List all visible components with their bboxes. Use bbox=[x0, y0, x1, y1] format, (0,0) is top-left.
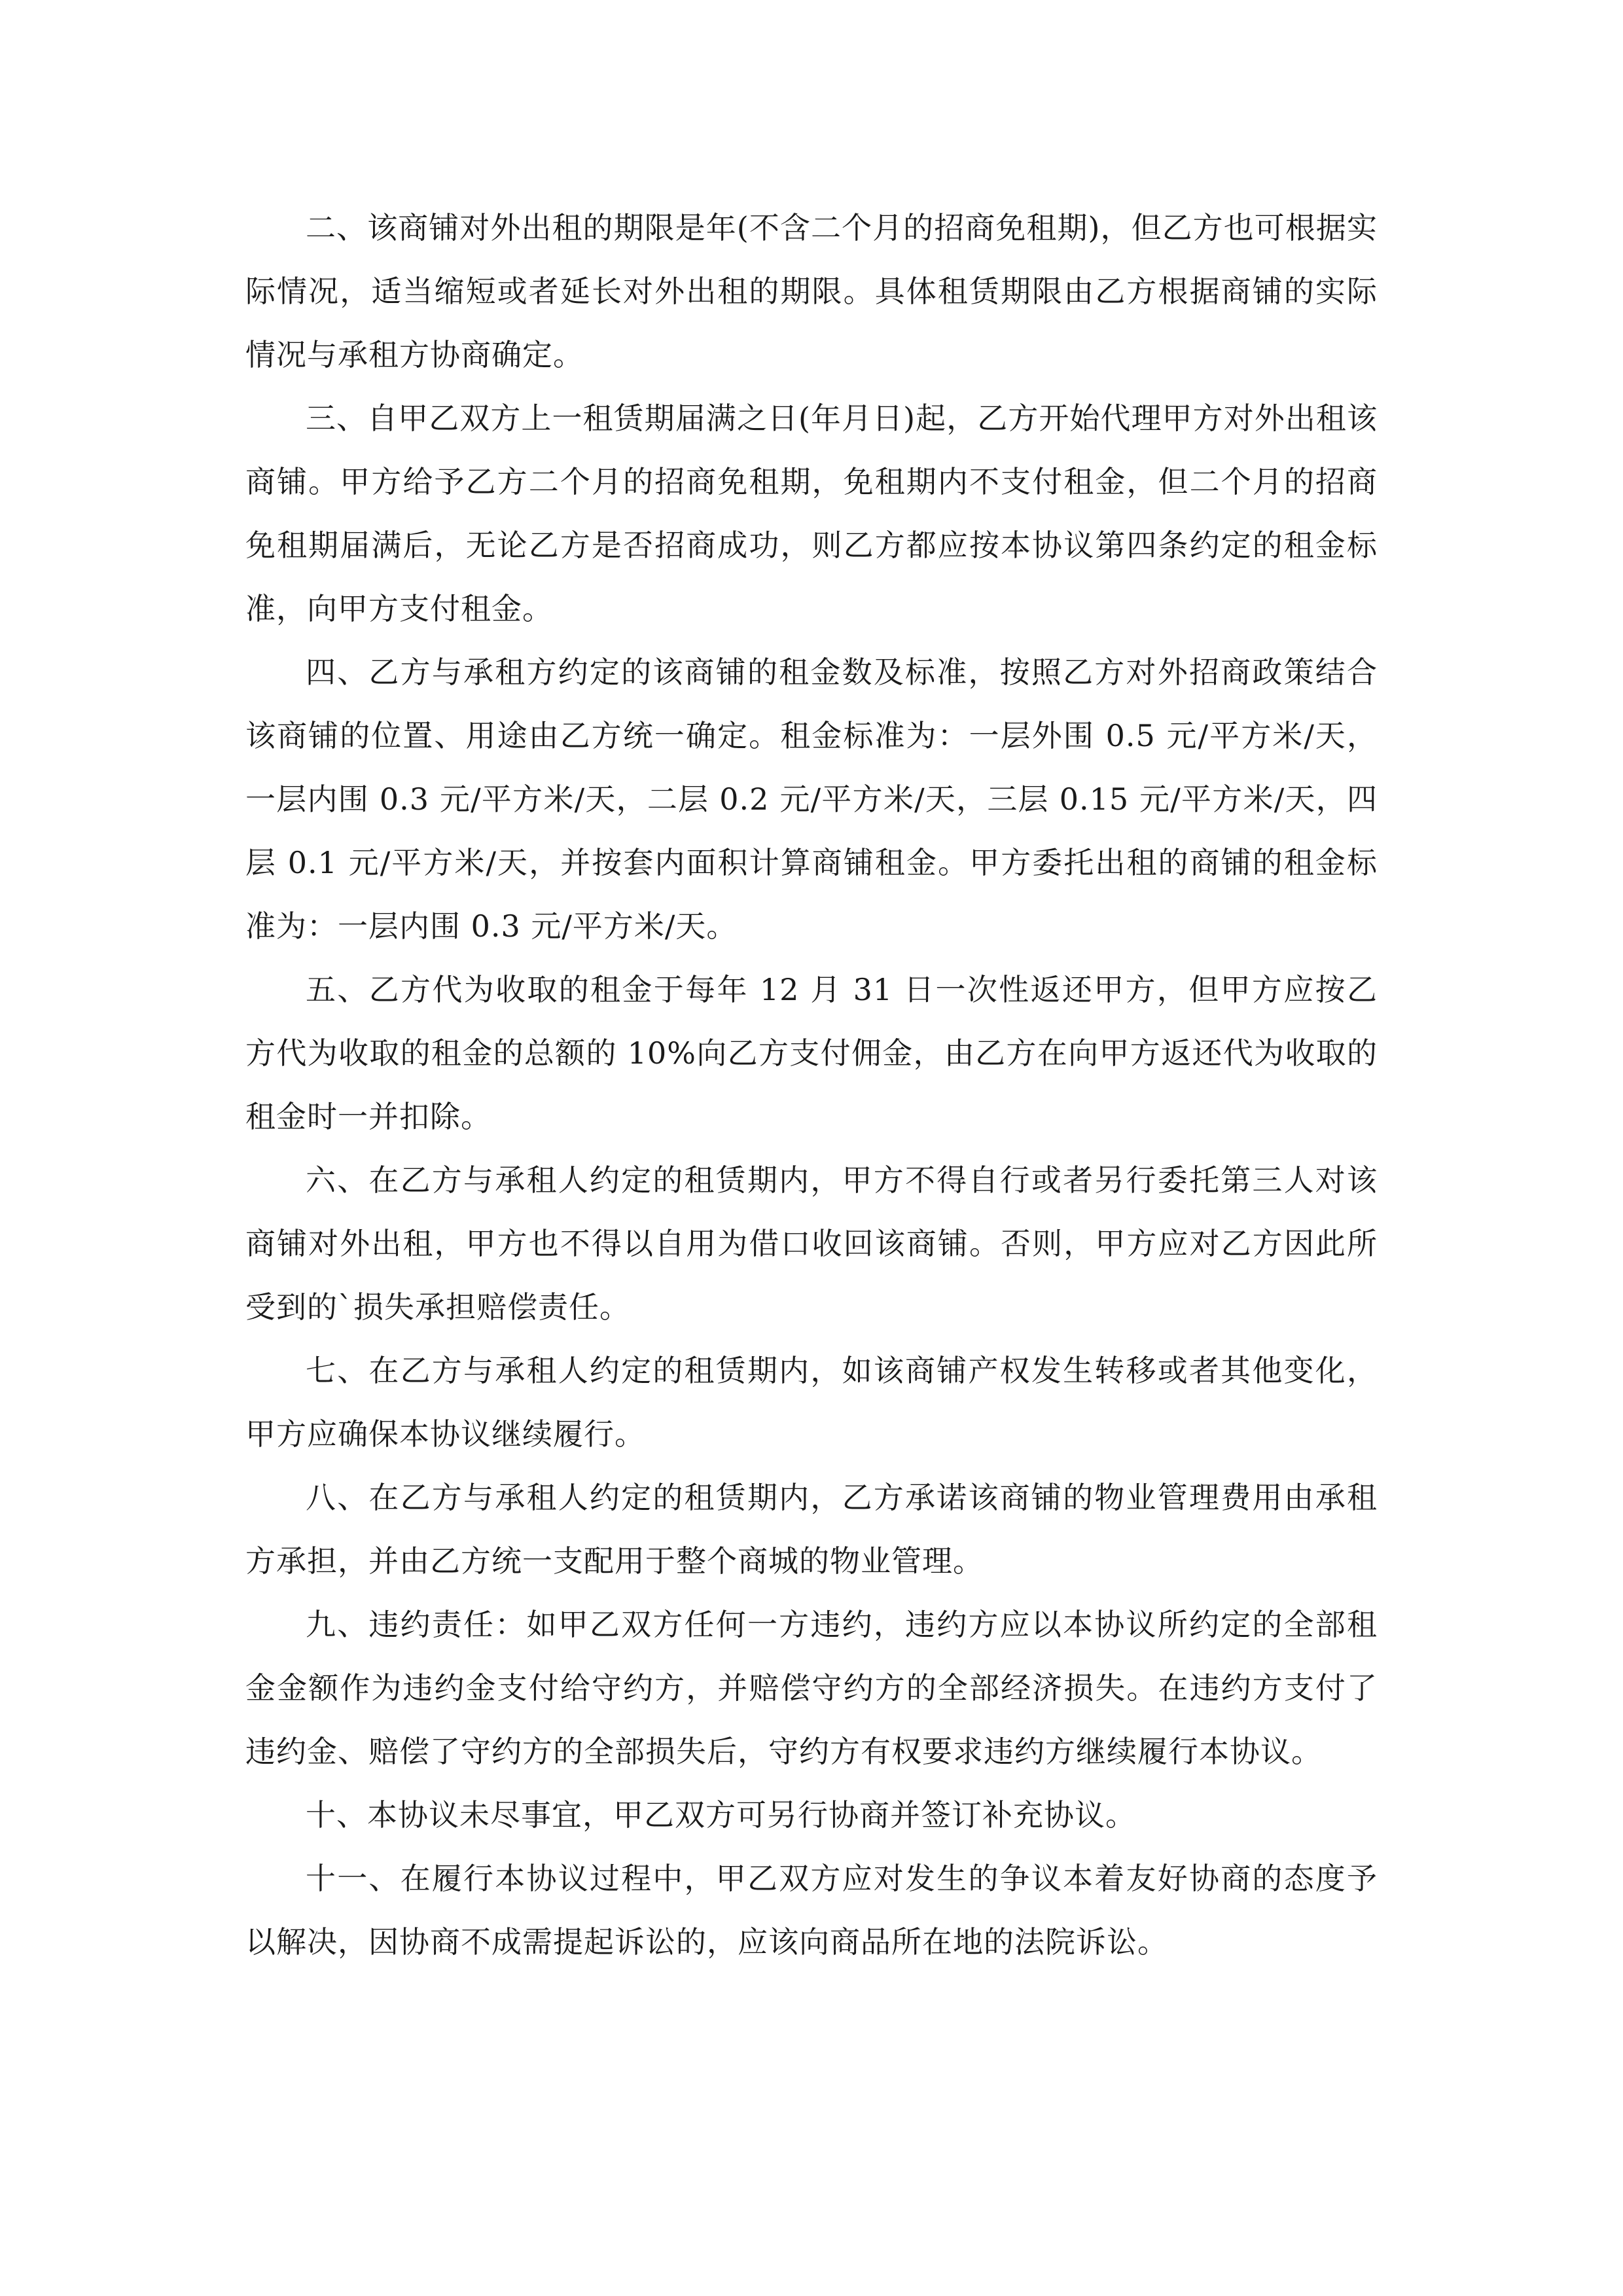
clause-6: 六、在乙方与承租人约定的租赁期内，甲方不得自行或者另行委托第三人对该商铺对外出租，甲方也不得以自用为借口收回该商铺。否则，甲方应对乙方因此所受到的`损失承担赔偿责任。 bbox=[245, 1162, 1378, 1325]
agreement-body bbox=[245, 196, 1378, 1974]
clause-9: 九、违约责任：如甲乙双方任何一方违约，违约方应以本协议所约定的全部租金金额作为违约金支付给守约方，并赔偿守约方的全部经济损失。在违约方支付了违约金、赔偿了守约方的全部损失后，守约方有权要求违约方继续履行本协议。 bbox=[245, 1607, 1378, 1769]
clause-8: 八、在乙方与承租人约定的租赁期内，乙方承诺该商铺的物业管理费用由承租方承担，并由乙方统一支配用于整个商城的物业管理。 bbox=[245, 1480, 1378, 1579]
clause-4: 四、乙方与承租方约定的该商铺的租金数及标准，按照乙方对外招商政策结合该商铺的位置、用途由乙方统一确定。租金标准为：一层外围 0.5 元/平方米/天，一层内围 0.3 元/平方米/天，二层 0.2 元/平方米/天，三层 0.15 元/平方米/天，四层 0.1 元/平方米/天，并按套内面积计算商铺租金。甲方委托出租的商铺的租金标准为：一层内围 0.3 元/平方米/天。 bbox=[245, 655, 1378, 944]
clause-3: 三、自甲乙双方上一租赁期届满之日(年月日)起，乙方开始代理甲方对外出租该商铺。甲方给予乙方二个月的招商免租期，免租期内不支付租金，但二个月的招商免租期届满后，无论乙方是否招商成功，则乙方都应按本协议第四条约定的租金标准，向甲方支付租金。 bbox=[245, 401, 1378, 626]
clause-11: 十一、在履行本协议过程中，甲乙双方应对发生的争议本着友好协商的态度予以解决，因协商不成需提起诉讼的，应该向商品所在地的法院诉讼。 bbox=[245, 1861, 1378, 1960]
clause-10: 十、本协议未尽事宜，甲乙双方可另行协商并签订补充协议。 bbox=[306, 1797, 1136, 1833]
clause-7: 七、在乙方与承租人约定的租赁期内，如该商铺产权发生转移或者其他变化，甲方应确保本协议继续履行。 bbox=[245, 1353, 1378, 1452]
clause-2: 二、该商铺对外出租的期限是年(不含二个月的招商免租期)，但乙方也可根据实际情况，适当缩短或者延长对外出租的期限。具体租赁期限由乙方根据商铺的实际情况与承租方协商确定。 bbox=[245, 210, 1378, 372]
clause-5: 五、乙方代为收取的租金于每年 12 月 31 日一次性返还甲方，但甲方应按乙方代为收取的租金的总额的 10%向乙方支付佣金，由乙方在向甲方返还代为收取的租金时一并扣除。 bbox=[245, 972, 1378, 1134]
